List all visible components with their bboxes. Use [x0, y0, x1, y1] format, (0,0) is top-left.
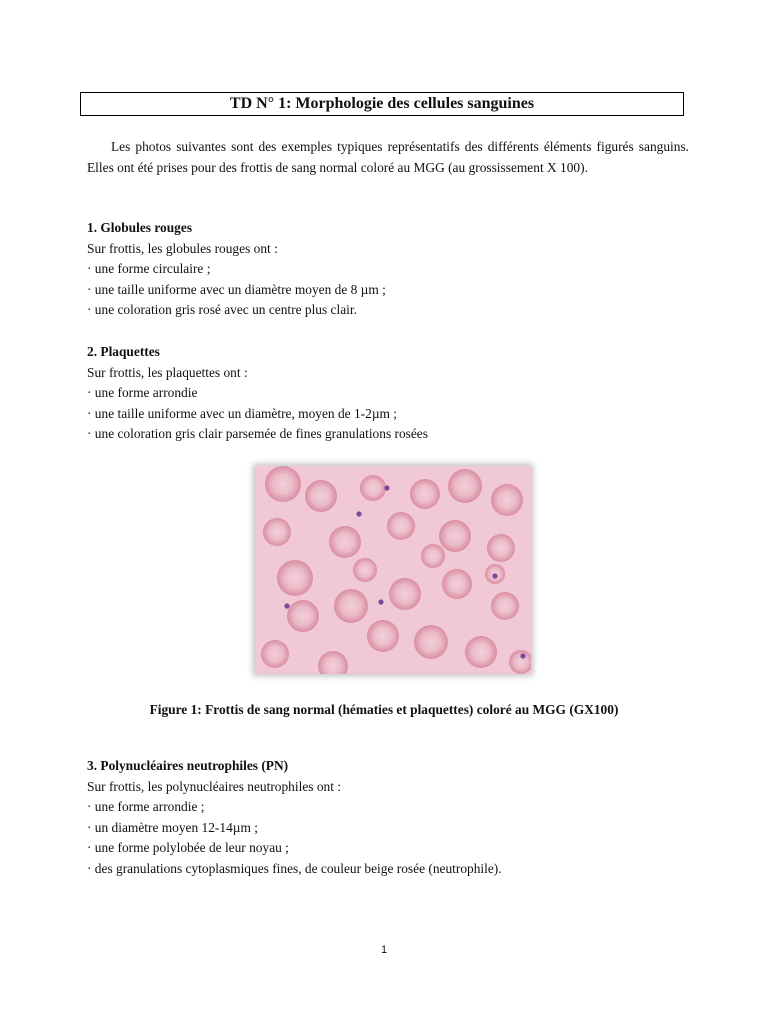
- page-number: 1: [380, 944, 388, 956]
- red-blood-cell: [305, 480, 337, 512]
- list-item: · une forme arrondie: [87, 385, 198, 400]
- platelet: [356, 511, 361, 516]
- page-title: TD N° 1: Morphologie des cellules sanguines: [80, 92, 684, 116]
- section-heading: 3. Polynucléaires neutrophiles (PN): [87, 758, 289, 773]
- section-lead: Sur frottis, les polynucléaires neutrophiles ont :: [87, 778, 342, 794]
- section-lead: Sur frottis, les globules rouges ont :: [87, 240, 278, 256]
- red-blood-cell: [367, 620, 399, 652]
- red-blood-cell: [329, 526, 361, 558]
- list-item: · une forme circulaire ;: [87, 261, 211, 276]
- red-blood-cell: [442, 569, 472, 599]
- property-list: [87, 383, 687, 445]
- section-heading: 2. Plaquettes: [87, 344, 160, 359]
- intro-paragraph: Les photos suivantes sont des exemples typiques représentatifs des différents éléments figurés sanguins. Elles ont été prises pour des frottis de sang normal coloré au MGG (au grossissement X 100).: [87, 139, 689, 175]
- blood-smear-image: [255, 466, 531, 674]
- section-polynucleaires-neutrophiles: [87, 756, 687, 879]
- red-blood-cell: [263, 518, 291, 546]
- red-blood-cell: [491, 484, 523, 516]
- section-globules-rouges: [87, 218, 687, 321]
- red-blood-cell: [487, 534, 515, 562]
- list-item: · un diamètre moyen 12-14µm ;: [87, 819, 258, 835]
- list-item: · une forme arrondie ;: [87, 799, 205, 814]
- red-blood-cell: [448, 469, 482, 503]
- list-item: · une taille uniforme avec un diamètre, moyen de 1-2µm ;: [87, 405, 398, 421]
- red-blood-cell: [265, 466, 301, 502]
- platelet: [492, 573, 497, 578]
- blood-smear-photo: [255, 466, 531, 674]
- list-item: · une forme polylobée de leur noyau ;: [87, 840, 289, 855]
- platelet: [384, 485, 389, 490]
- red-blood-cell: [465, 636, 497, 668]
- red-blood-cell: [261, 640, 289, 668]
- platelet: [378, 599, 383, 604]
- red-blood-cell: [439, 520, 471, 552]
- red-blood-cell: [287, 600, 319, 632]
- red-blood-cell: [387, 512, 415, 540]
- red-blood-cell: [353, 558, 377, 582]
- red-blood-cell: [389, 578, 421, 610]
- property-list: [87, 259, 687, 321]
- red-blood-cell: [277, 560, 313, 596]
- platelet: [284, 603, 289, 608]
- platelet: [520, 653, 525, 658]
- red-blood-cell: [414, 625, 448, 659]
- red-blood-cell: [334, 589, 368, 623]
- property-list: [87, 797, 687, 879]
- section-lead: Sur frottis, les plaquettes ont :: [87, 364, 248, 380]
- red-blood-cell: [360, 475, 386, 501]
- red-blood-cell: [491, 592, 519, 620]
- list-item: · une coloration gris rosé avec un centre plus clair.: [87, 302, 357, 317]
- list-item: · des granulations cytoplasmiques fines, de couleur beige rosée (neutrophile).: [87, 860, 502, 876]
- list-item: · une coloration gris clair parsemée de fines granulations rosées: [87, 426, 428, 441]
- section-plaquettes: [87, 342, 687, 445]
- list-item: · une taille uniforme avec un diamètre moyen de 8 µm ;: [87, 281, 386, 297]
- section-heading: 1. Globules rouges: [87, 220, 193, 235]
- red-blood-cell: [421, 544, 445, 568]
- red-blood-cell: [410, 479, 440, 509]
- figure-caption: Figure 1: Frottis de sang normal (hématies et plaquettes) coloré au MGG (GX100): [149, 702, 619, 717]
